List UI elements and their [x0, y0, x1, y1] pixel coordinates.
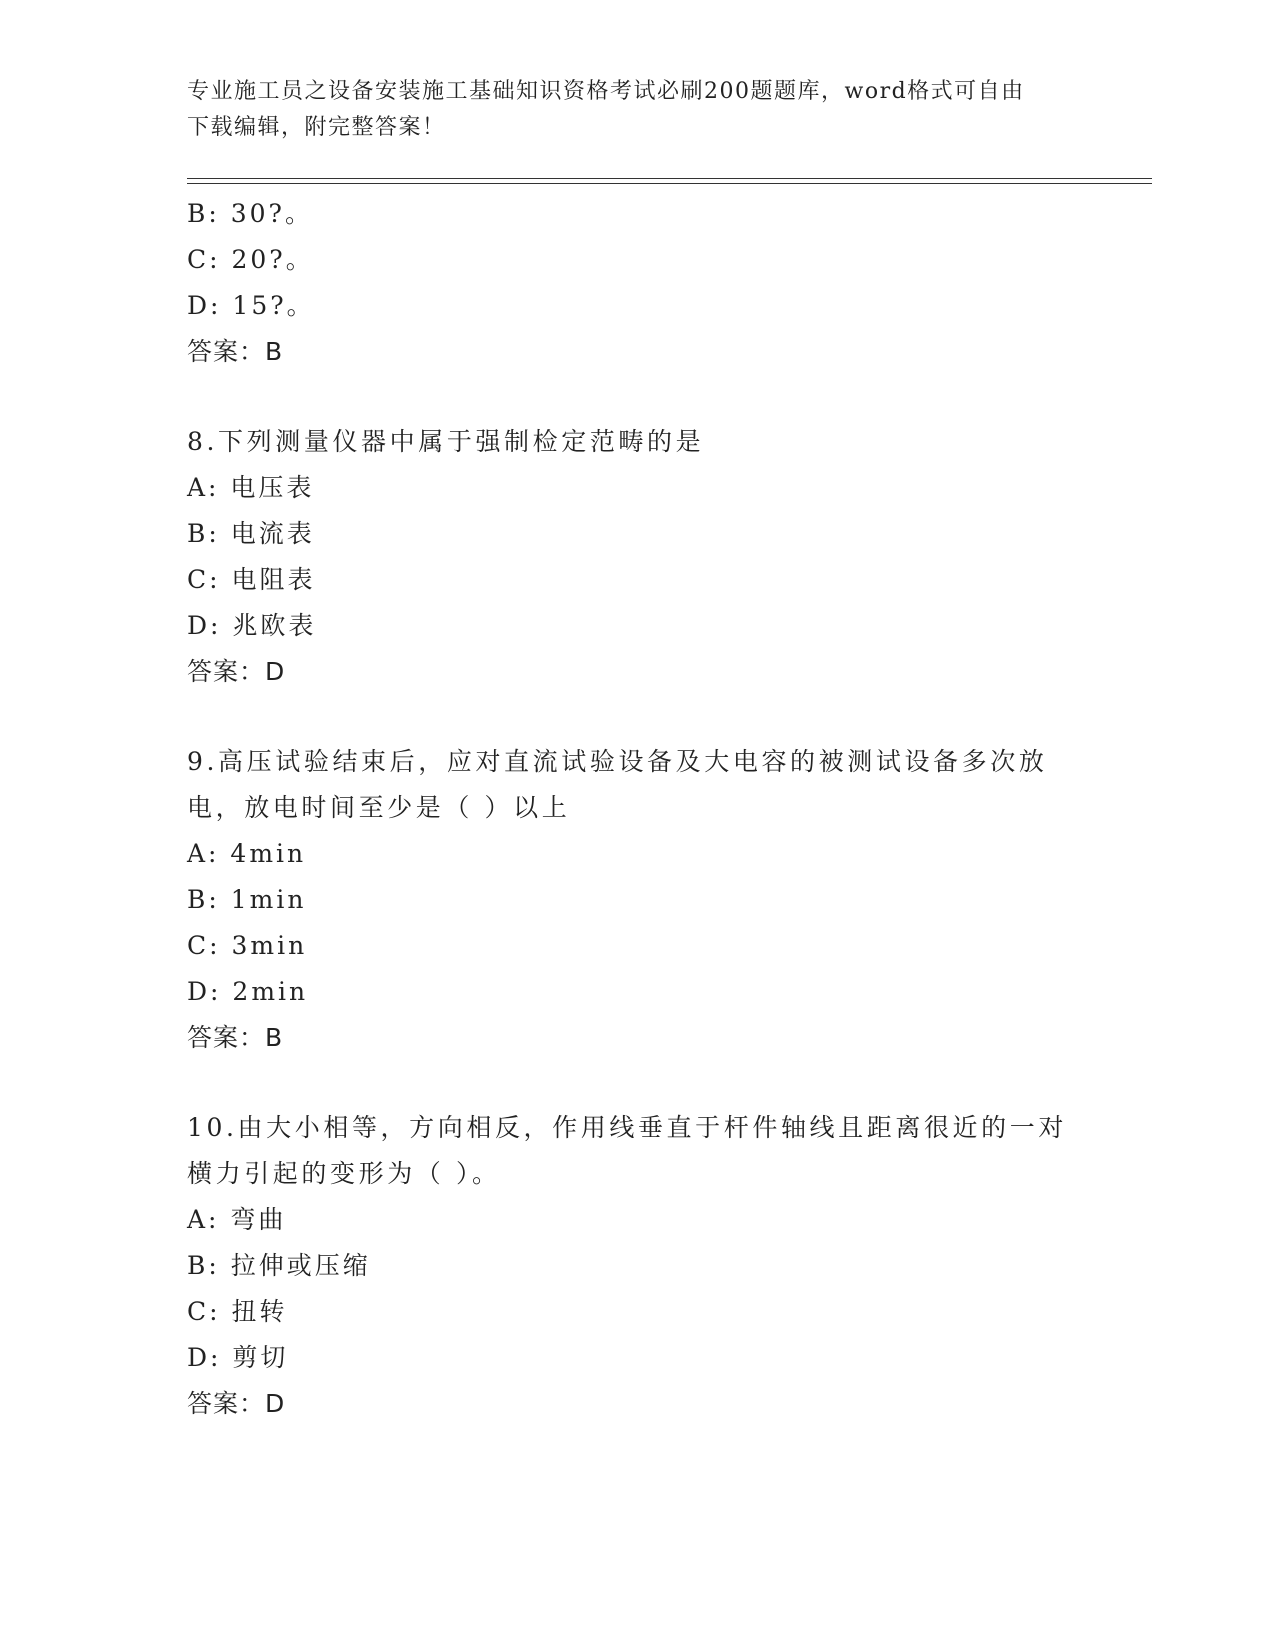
question-7: [187, 191, 1087, 375]
document-header: [187, 74, 1067, 146]
answer: 答案：D: [187, 657, 286, 686]
option-c: C: 20?。: [187, 245, 314, 274]
answer: 答案：D: [187, 1389, 286, 1418]
option-c: C: 扭转: [187, 1297, 288, 1326]
option-a: A: 弯曲: [187, 1205, 287, 1234]
question-10: [187, 1105, 1087, 1427]
option-d: D: 15?。: [187, 291, 315, 320]
question-text: 8.下列测量仪器中属于强制检定范畴的是: [187, 427, 705, 456]
question-text-line-1: 9.高压试验结束后，应对直流试验设备及大电容的被测试设备多次放: [187, 747, 1048, 776]
option-b: B: 30?。: [187, 199, 313, 228]
option-c: C: 电阻表: [187, 565, 316, 594]
option-b: B: 电流表: [187, 519, 315, 548]
spacer: [187, 375, 1087, 419]
header-divider-bottom: [187, 183, 1152, 184]
option-d: D: 兆欧表: [187, 611, 317, 640]
answer: 答案：B: [187, 1023, 284, 1052]
header-line-2: 下载编辑，附完整答案！: [187, 115, 446, 140]
question-9: [187, 739, 1087, 1061]
question-text-line-2: 横力引起的变形为（ ）。: [187, 1159, 501, 1188]
option-b: B: 1min: [187, 885, 307, 914]
question-8: [187, 419, 1087, 695]
answer: 答案：B: [187, 337, 284, 366]
option-c: C: 3min: [187, 931, 308, 960]
option-b: B: 拉伸或压缩: [187, 1251, 371, 1280]
option-d: D: 剪切: [187, 1343, 289, 1372]
spacer: [187, 1061, 1087, 1105]
question-text-line-2: 电，放电时间至少是（ ）以上: [187, 793, 571, 822]
question-list: [187, 191, 1087, 1427]
question-text-line-1: 10.由大小相等，方向相反，作用线垂直于杆件轴线且距离很近的一对: [187, 1113, 1067, 1142]
header-divider-top: [187, 178, 1152, 179]
option-a: A: 电压表: [187, 473, 315, 502]
header-line-1: 专业施工员之设备安装施工基础知识资格考试必刷200题题库，word格式可自由: [187, 79, 1025, 104]
option-d: D: 2min: [187, 977, 309, 1006]
option-a: A: 4min: [187, 839, 307, 868]
spacer: [187, 695, 1087, 739]
